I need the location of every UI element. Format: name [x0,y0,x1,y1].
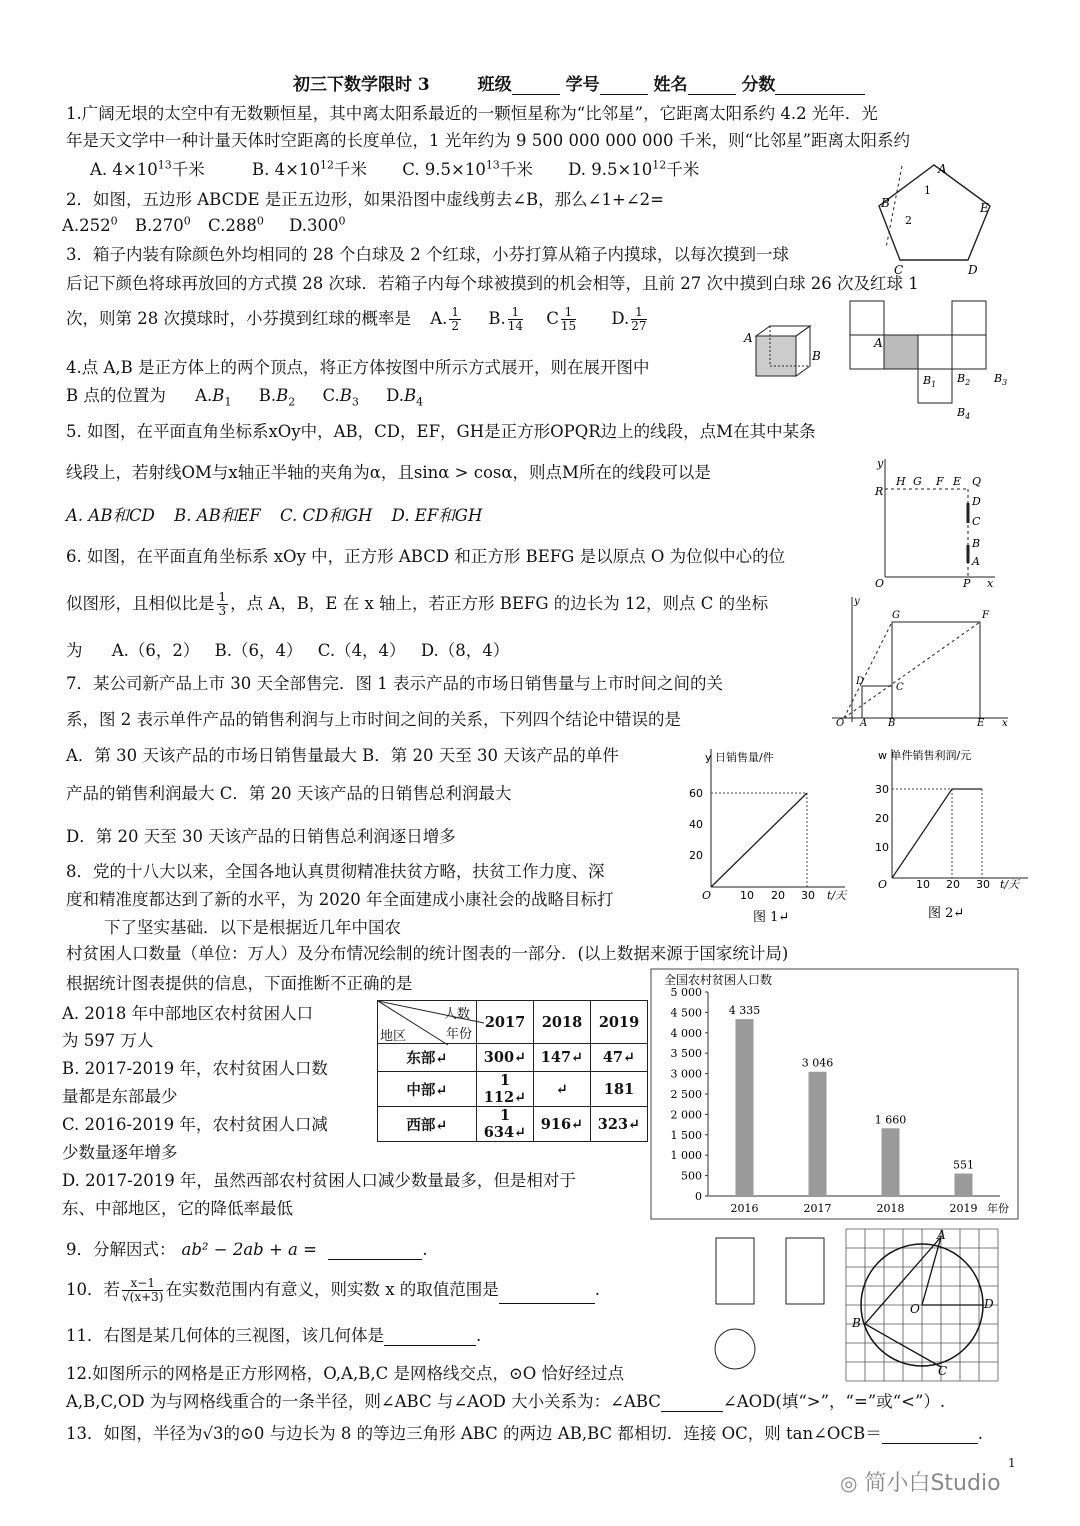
q1-options [90,156,699,180]
watermark: ◎ 简小白Studio [840,1471,1001,1496]
q5-option-b[interactable]: B. AB和EF [174,506,261,525]
q13-answer-field[interactable] [882,1443,978,1444]
q8-option-c1[interactable]: C. 2016-2019 年，农村贫困人口减 [62,1115,328,1134]
opqr-label-c: C [972,515,981,528]
fig2-ytick-10: 10 [875,841,889,854]
table-header-year: 2019 [591,1001,648,1044]
table-row [378,1107,648,1142]
q3-option-a[interactable]: A. $\frac{1}{2}$ [430,305,460,333]
bar [882,1128,900,1196]
homo-label-e: E [977,718,985,729]
x-axis-label: 年份 [987,1202,1009,1215]
grid-circle-figure [842,1225,1002,1385]
q8-line5: 根据统计图表提供的信息，下面推断不正确的是 [66,974,413,993]
q3-option-b[interactable]: B. $\frac{1}{14}$ [488,305,523,333]
net-label-b1: $B_1$ [923,374,937,389]
q8-option-a1[interactable]: A. 2018 年中部地区农村贫困人口 [62,1004,314,1023]
x-tick-label: 2016 [730,1202,759,1215]
table-row [378,1044,648,1072]
fig1-ylabel: y 日销售量/件 [705,751,774,764]
q8-line3: 下了坚实基础．以下是根据近几年中国农 [104,918,401,937]
name-field[interactable] [688,94,736,95]
q5-option-d[interactable]: D. EF和GH [391,506,483,525]
fig2-ytick-30: 30 [875,783,889,796]
q2-option-d[interactable]: D.300$^0$ [289,214,346,235]
q5-line1: 5. 如图，在平面直角坐标系xOy中，AB，CD，EF，GH是正方形OPQR边上的线段，点M在其中某条 [66,422,816,441]
table-cell: 916↵ [534,1107,591,1142]
q8-option-d2: 东、中部地区，它的降低率最低 [62,1199,293,1218]
q8-line4: 村贫困人口数量（单位：万人）及分布情况绘制的统计图表的一部分．(以上数据来源于国家统计局) [66,944,789,963]
fig1-xlabel: t/天 [827,889,847,902]
y-tick-label: 2 500 [670,1088,702,1101]
q12-line1: 12.如图所示的网格是正方形网格，O,A,B,C 是网格线交点，⊙O 恰好经过点 [66,1364,625,1383]
y-tick-label: 1 500 [670,1128,702,1142]
q4-line2: B 点的位置为 $A.B_1$ $B.B_2$ $C.B_3$ $D.B_4$ [66,386,424,409]
three-view-figure [712,1232,834,1377]
x-tick-label: 2019 [949,1202,978,1215]
q11-answer-field[interactable] [384,1345,476,1346]
q9-expression: ab² − 2ab + a = [181,1240,317,1259]
table-row [378,1072,648,1107]
cube-figure [742,322,822,382]
pentagon-label-d: D [968,263,978,277]
fig2-xtick-30: 30 [976,878,990,891]
q2-option-b[interactable]: B.270$^0$ [134,214,191,235]
grid-label-o: O [910,1302,920,1316]
opqr-label-b: B [972,537,981,550]
table-region: 西部↵ [378,1107,477,1142]
bar-value-label: 1 660 [874,1113,907,1127]
sales-volume-chart [689,745,855,925]
wechat-icon: ◎ [840,1471,858,1495]
opqr-label-o: O [875,577,885,590]
homo-label-b: B [888,718,896,729]
table-header-year: 2018 [534,1001,591,1044]
q4-option-a[interactable]: $A.B_1$ [195,386,232,409]
pentagon-label-e: E [980,201,989,215]
fig1-ytick-60: 60 [689,787,703,800]
pentagon-angle-1: 1 [924,184,931,197]
table-region: 中部↵ [378,1072,477,1107]
homo-label-o: O [836,718,845,729]
page-title: 初三下数学限时 3 [293,75,430,95]
q6-line2: 似图形，且相似比是 $\frac{1}{3}$ ，点 A，B，E 在 x 轴上，若正方形 BEFG 的边长为 12，则点 C 的坐标 [66,590,769,618]
class-field[interactable] [512,94,560,95]
grid-label-b: B [852,1316,861,1330]
q8-option-d1[interactable]: D. 2017-2019 年，虽然西部农村贫困人口减少数量最多，但是相对于 [62,1171,576,1190]
q2-stem: 2．如图，五边形 ABCDE 是正五边形，如果沿图中虚线剪去∠B，那么∠1+∠2= [66,190,664,209]
y-tick-label: 3 000 [670,1067,702,1081]
q8-option-c2: 少数量逐年增多 [62,1143,178,1162]
table-cell: 147↵ [534,1044,591,1072]
q9-line: 9．分解因式： ab² − 2ab + a = . [66,1240,428,1259]
q8-line1: 8．党的十八大以来，全国各地认真贯彻精准扶贫方略，扶贫工作力度、深 [66,862,605,881]
q1-option-d[interactable]: D. $9.5\times 10^{12}$千米 [568,158,700,179]
y-tick-label: 2 000 [670,1108,702,1122]
opqr-label-a: A [972,555,980,568]
front-view-rect [716,1238,754,1304]
table-header-year: 2017 [477,1001,534,1044]
pentagon-label-a: A [938,162,947,176]
y-tick-label: 1 000 [670,1149,702,1163]
q7-line5: D．第 20 天至 30 天该产品的日销售总利润逐日增多 [66,827,456,846]
id-field[interactable] [600,94,648,95]
table-cell: 1 112↵ [477,1072,534,1107]
q4-option-b[interactable]: $B.B_2$ [258,386,296,409]
opqr-label-r: R [875,485,884,498]
homo-label-d: D [856,676,865,687]
unit-profit-chart [870,745,1035,925]
y-tick-label: 500 [681,1169,702,1183]
opqr-label-y: y [877,457,884,470]
q3-option-d[interactable]: D. $\frac{1}{27}$ [611,305,647,333]
grid-label-a: A [937,1228,946,1242]
opqr-label-g: G [913,475,922,488]
q2-option-a[interactable]: A.252$^0$ [62,214,118,235]
cube-label-a: A [744,331,753,345]
q8-option-a2: 为 597 万人 [62,1031,154,1050]
opqr-label-e: E [953,475,962,488]
y-tick-label: 4 000 [670,1026,702,1040]
bar-value-label: 3 046 [801,1056,834,1070]
x-tick-label: 2018 [876,1202,905,1215]
q3-line2: 后记下颜色将球再放回的方式摸 28 次球．若箱子内每个球被摸到的机会相等，且前 27 次中摸到白球 26 次及红球 1 [66,274,919,293]
chart-title: 全国农村贫困人口数 [664,973,773,987]
homo-label-c: C [896,682,904,693]
cube-label-b: B [812,349,821,363]
pentagon-figure [872,160,1000,277]
q4-option-c[interactable]: $C.B_3$ [322,386,359,409]
q13-line: 13．如图，半径为√3的⊙0 与边长为 8 的等边三角形 ABC 的两边 AB,BC 都相切．连接 OC，则 tan∠OCB＝ . [66,1424,983,1443]
fig2-ylabel: w 单件销售利润/元 [878,749,972,762]
fig2-caption: 图 2↵ [928,906,965,921]
opqr-label-x: x [987,577,994,590]
name-label: 姓名 [653,75,688,95]
q7-line4: 产品的销售利润最大 C．第 20 天该产品的日销售总利润最大 [66,784,512,803]
fig1-origin: O [702,889,712,902]
table-cell: 47↵ [591,1044,648,1072]
q5-option-a[interactable]: A. AB和CD [66,506,155,525]
q5-options [66,502,482,526]
table-corner-left: 地区 [380,1029,407,1044]
q3-line1: 3．箱子内装有除颜色外均相同的 28 个白球及 2 个红球，小芬打算从箱子内摸球，以每次摸到一球 [66,245,789,264]
q8-line2: 度和精准度都达到了新的水平，为 2020 年全面建成小康社会的战略目标打 [66,890,614,909]
y-tick-label: 0 [695,1190,702,1203]
q7-line2: 系，图 2 表示单件产品的销售利润与上市时间之间的关系，下列四个结论中错误的是 [66,710,681,729]
y-tick-label: 5 000 [670,986,702,999]
q7-line3: A．第 30 天该产品的市场日销售量最大 B．第 20 天至 30 天该产品的单件 [66,746,619,765]
homo-label-x: x [1002,718,1008,729]
q3-option-c[interactable]: C $\frac{1}{15}$ [546,305,577,333]
q1-line1: 1.广阔无垠的太空中有无数颗恒星，其中离太阳系最近的一颗恒星称为“比邻星”，它距离太阳系约 4.2 光年．光 [66,104,878,123]
table-corner-mid: 年份 [445,1027,472,1042]
q6-option-b[interactable]: B.（6，4） [214,641,303,660]
q8-option-b1[interactable]: B. 2017-2019 年，农村贫困人口数 [62,1059,328,1078]
q13-root: √3 [202,1424,224,1443]
fig1-xtick-10: 10 [740,889,754,902]
table-corner-top: 人数 [443,1007,470,1022]
fig2-ytick-20: 20 [875,812,889,825]
fig1-xtick-20: 20 [771,889,785,902]
fig2-xtick-20: 20 [946,878,960,891]
bar [736,1019,754,1196]
q5-line2: 线段上，若射线OM与x轴正半轴的夹角为α，且sinα > cosα，则点M所在的线段可以是 [66,463,711,482]
id-label: 学号 [565,75,600,95]
q6-option-d[interactable]: D.（8，4） [420,641,510,660]
grid-label-c: C [938,1364,948,1378]
bar [809,1072,827,1196]
y-tick-label: 4 500 [670,1006,702,1020]
fig1-ytick-20: 20 [689,849,703,862]
homo-label-a: A [860,718,868,729]
q6-line1: 6. 如图，在平面直角坐标系 xOy 中，正方形 ABCD 和正方形 BEFG 是以原点 O 为位似中心的位 [66,547,786,566]
q3-line3: 次，则第 28 次摸球时，小芬摸到红球的概率是 A. $\frac{1}{2}$ B. $\frac{1}{14}$ C $\frac{1}{15}$ D. $\frac{1}{27}$ [66,305,647,333]
homothety-figure [822,592,1014,727]
q7-line1: 7．某公司新产品上市 30 天全部售完．图 1 表示产品的市场日销售量与上市时间之间的关 [66,674,723,693]
score-label: 分数 [741,75,776,95]
page-number: 1 [1008,1456,1016,1470]
homo-label-y: y [854,596,860,607]
homo-label-f: F [982,610,989,621]
q10-line: 10．若 $\frac{x-1}{√(x+3)}$ 在实数范围内有意义，则实数 x 的取值范围是 . [66,1276,601,1304]
side-view-rect [786,1238,824,1304]
fig2-xtick-10: 10 [916,878,930,891]
fig2-origin: O [878,878,888,891]
q2-options [62,214,345,235]
class-label: 班级 [477,75,512,95]
table-cell: 1 634↵ [477,1107,534,1142]
fig2-xlabel: t/天 [1000,878,1020,891]
fig1-caption: 图 1↵ [753,910,790,925]
table-corner-cell [378,1001,477,1044]
q1-option-c[interactable]: C. $9.5\times 10^{13}$千米 [402,158,533,179]
cube-net-figure [840,298,1020,423]
opqr-label-q: Q [972,475,982,488]
q8-option-b2: 量都是东部最少 [62,1087,178,1106]
page-header [293,70,865,95]
q4-line1: 4.点 A,B 是正方体上的两个顶点，将正方体按图中所示方式展开，则在展开图中 [66,358,650,377]
bar-value-label: 551 [953,1158,974,1172]
net-label-b4: $B_4$ [957,406,971,421]
q9-answer-field[interactable] [328,1259,422,1260]
net-label-b3: $B_3$ [994,372,1008,387]
bar-value-label: 4 335 [728,1004,761,1018]
q4-option-d[interactable]: $D.B_4$ [386,386,424,409]
q6-option-a[interactable]: A.（6，2） [111,641,200,660]
q6-option-c[interactable]: C.（4，4） [317,641,406,660]
y-tick-label: 3 500 [670,1047,702,1061]
score-field[interactable] [775,94,865,95]
q1-line2: 年是天文学中一种计量天体时空距离的长度单位，1 光年约为 9 500 000 000 000 千米，则“比邻星”距离太阳系约 [66,131,911,150]
net-label-b2: $B_2$ [957,372,971,387]
q5-option-c[interactable]: C. CD和GH [279,506,373,525]
square-opqr-figure [855,455,1005,590]
pentagon-label-b: B [881,196,890,210]
table-cell: 181 [591,1072,648,1107]
fig1-xtick-30: 30 [801,889,815,902]
net-label-a: A [874,336,883,350]
table-cell: 300↵ [477,1044,534,1072]
q12-line2: A,B,C,OD 为与网格线重合的一条半径，则∠ABC 与∠AOD 大小关系为：∠ABC ∠AOD(填“>”，“=”或“<”）. [66,1392,946,1411]
bar [955,1174,973,1196]
opqr-label-p: P [963,577,971,590]
q1-option-b[interactable]: B. $4\times 10^{12}$千米 [252,158,367,179]
table-cell: ↵ [534,1072,591,1107]
opqr-label-h: H [896,475,906,488]
poverty-region-table [377,1000,648,1142]
opqr-label-d: D [972,495,981,508]
homo-label-g: G [892,610,900,621]
table-cell: 323↵ [591,1107,648,1142]
q11-line: 11．右图是某几何体的三视图，该几何体是 . [66,1326,482,1345]
fig1-ytick-40: 40 [689,818,703,831]
q12-answer-field[interactable] [661,1411,723,1412]
q2-option-c[interactable]: C.288$^0$ [208,214,264,235]
top-view-circle [715,1329,755,1369]
grid-label-d: D [984,1297,994,1311]
opqr-label-f: F [936,475,944,488]
q10-answer-field[interactable] [499,1303,595,1304]
pentagon-label-c: C [894,263,904,277]
table-region: 东部↵ [378,1044,477,1072]
x-tick-label: 2017 [803,1202,832,1215]
poverty-bar-chart [650,968,1020,1220]
q6-line3: 为 A.（6，2） B.（6，4） C.（4，4） D.（8，4） [66,641,510,660]
q1-option-a[interactable]: A. $4\times 10^{13}$千米 [90,158,205,179]
pentagon-angle-2: 2 [905,214,912,227]
